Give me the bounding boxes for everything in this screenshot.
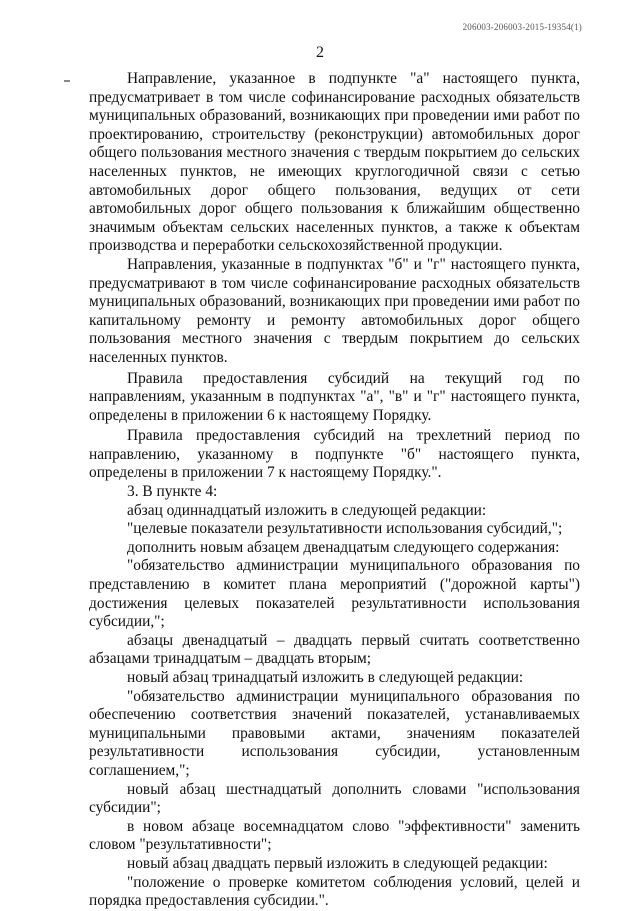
- paragraph-roadmap-obligation: "обязательство администрации муниципального образования по представлению в комитет плана мероприятий ("дорожной карты") достижения целевых показателей результативности использования субсидии,";: [89, 557, 580, 631]
- paragraph-rules-three-year: Правила предоставления субсидий на трехлетний период по направлению, указанному в подпункте "б" настоящего пункта, определены в приложении 7 к настоящему Порядку.".: [89, 427, 580, 482]
- paragraph-verification-provision: "положение о проверке комитетом соблюдения условий, целей и порядка предоставления субсидии.".: [89, 873, 580, 910]
- paragraph-new-twenty-first: новый абзац двадцать первый изложить в следующей редакции:: [127, 854, 548, 872]
- paragraph-new-eighteenth: в новом абзаце восемнадцатом слово "эффективности" заменить словом "результативности";: [89, 817, 580, 854]
- paragraph-new-sixteenth: новый абзац шестнадцатый дополнить словами "использования субсидии";: [89, 780, 580, 817]
- paragraph-compliance-obligation: "обязательство администрации муниципального образования по обеспечению соответствия значений показателей, устанавливаемых муниципальными правовыми актами, значениям показателей результативности использования субсидии, установленным соглашением,";: [89, 687, 580, 779]
- paragraph-rules-current-year: Правила предоставления субсидий на текущий год по направлениям, указанным в подпунктах "а", "в" и "г" настоящего пункта, определены в приложении 6 к настоящему Порядку.: [89, 369, 580, 424]
- paragraph-eleventh-abzats: абзац одиннадцатый изложить в следующей редакции:: [127, 501, 487, 519]
- scan-mark: [64, 80, 70, 82]
- document-id: 206003-206003-2015-19354(1): [462, 22, 582, 32]
- paragraph-add-twelfth: дополнить новым абзацем двенадцатым следующего содержания:: [127, 538, 560, 556]
- paragraph-target-indicators: "целевые показатели результативности использования субсидий,";: [127, 520, 563, 538]
- page-number: 2: [316, 44, 324, 61]
- document-body: [89, 70, 580, 911]
- paragraph-point-3: 3. В пункте 4:: [127, 483, 218, 501]
- paragraph-new-thirteenth: новый абзац тринадцатый изложить в следующей редакции:: [127, 669, 524, 686]
- paragraph-renumbering: абзацы двенадцатый – двадцать первый считать соответственно абзацами тринадцатым – двадцать вторым;: [89, 631, 580, 668]
- paragraph-directions-b-g: Направления, указанные в подпунктах "б" и "г" настоящего пункта, предусматривают в том числе софинансирование расходных обязательств муниципальных образований, возникающих при проведении ими работ по капитальному ремонту и ремонту автомобильных дорог общего пользования местного значения с твердым покрытием до сельских населенных пунктов.: [89, 255, 580, 366]
- paragraph-direction-a: Направление, указанное в подпункте "а" настоящего пункта, предусматривает в том числе софинансирование расходных обязательств муниципальных образований, возникающих при проведении ими работ по проектированию, строительству (реконструкции) автомобильных дорог общего пользования местного значения с твердым покрытием до сельских населенных пунктов, не имеющих круглогодичной связи с сетью автомобильных дорог общего пользования, ведущих от сети автомобильных дорог общего пользования к ближайшим общественно значимым объектам сельских населенных пунктов, а также к объектам производства и переработки сельскохозяйственной продукции.: [89, 70, 580, 255]
